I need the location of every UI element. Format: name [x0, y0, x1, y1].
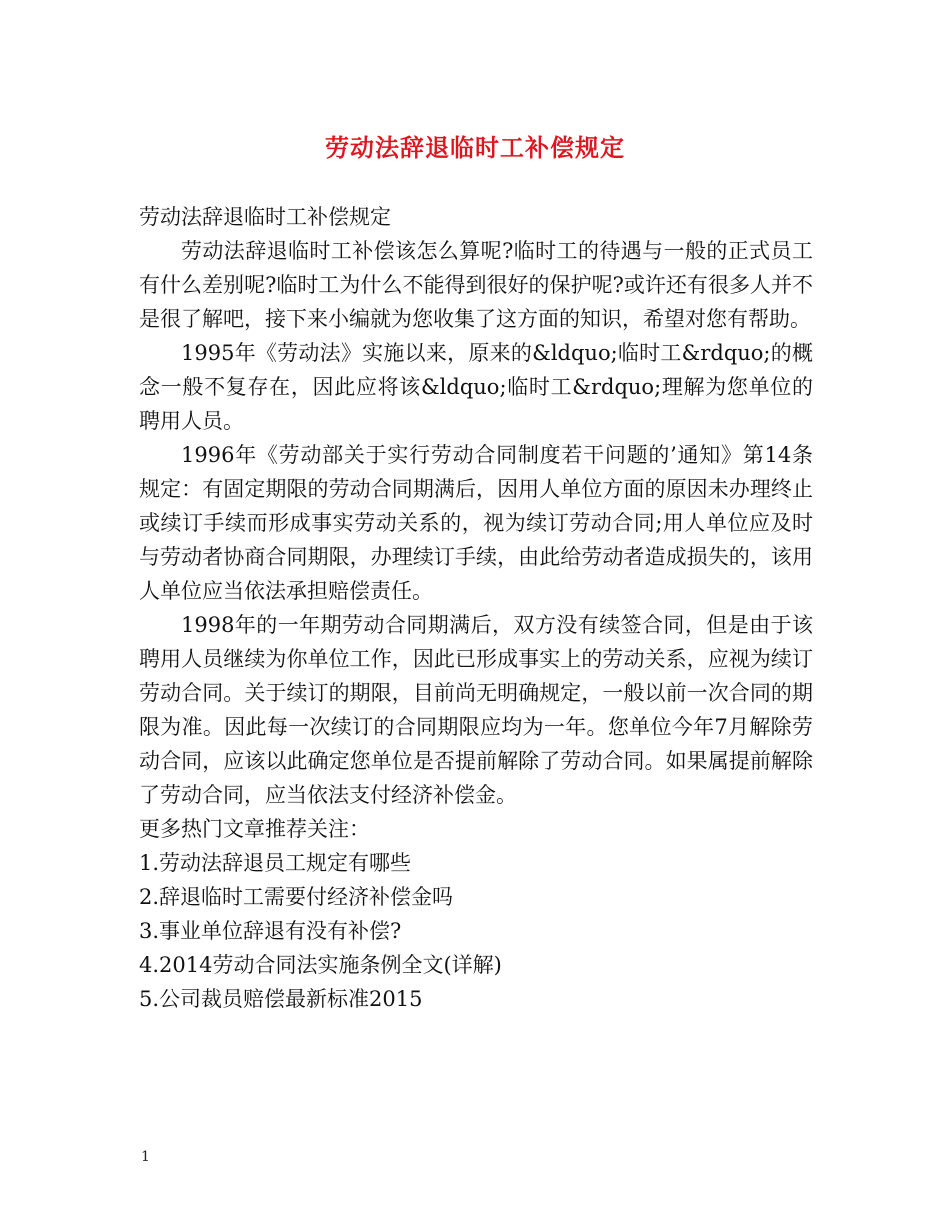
- related-link-4[interactable]: 4.2014劳动合同法实施条例全文(详解): [139, 953, 502, 977]
- paragraph-1995: 1995年《劳动法》实施以来，原来的&ldquo;临时工&rdquo;的概念一般不复存在，因此应将该&ldquo;临时工&rdquo;理解为您单位的聘用人员。: [139, 341, 813, 433]
- related-link-5[interactable]: 5.公司裁员赔偿最新标准2015: [139, 987, 423, 1011]
- paragraph-1998: 1998年的一年期劳动合同期满后，双方没有续签合同，但是由于该聘用人员继续为你单位工作，因此已形成事实上的劳动关系，应视为续订劳动合同。关于续订的期限，目前尚无明确规定，一般以前一次合同的期限为准。因此每一次续订的合同期限应均为一年。您单位今年7月解除劳动合同，应该以此确定您单位是否提前解除了劳动合同。如果属提前解除了劳动合同，应当依法支付经济补偿金。: [139, 613, 813, 807]
- related-heading: 更多热门文章推荐关注：: [139, 817, 370, 841]
- document-body: [139, 200, 813, 1016]
- document-title: 劳动法辞退临时工补偿规定: [325, 133, 625, 162]
- document-subtitle: 劳动法辞退临时工补偿规定: [139, 205, 391, 229]
- page-number: 1: [141, 1149, 150, 1165]
- paragraph-1996: 1996年《劳动部关于实行劳动合同制度若干问题的’通知》第14条规定：有固定期限的劳动合同期满后，因用人单位方面的原因未办理终止或续订手续而形成事实劳动关系的，视为续订劳动合同;用人单位应及时与劳动者协商合同期限，办理续订手续，由此给劳动者造成损失的，该用人单位应当依法承担赔偿责任。: [139, 443, 813, 603]
- paragraph-intro: 劳动法辞退临时工补偿该怎么算呢?临时工的待遇与一般的正式员工有什么差别呢?临时工为什么不能得到很好的保护呢?或许还有很多人并不是很了解吧，接下来小编就为您收集了这方面的知识，希望对您有帮助。: [139, 239, 813, 331]
- related-link-3[interactable]: 3.事业单位辞退有没有补偿?: [139, 919, 402, 943]
- related-link-2[interactable]: 2.辞退临时工需要付经济补偿金吗: [139, 885, 454, 909]
- related-link-1[interactable]: 1.劳动法辞退员工规定有哪些: [139, 851, 412, 875]
